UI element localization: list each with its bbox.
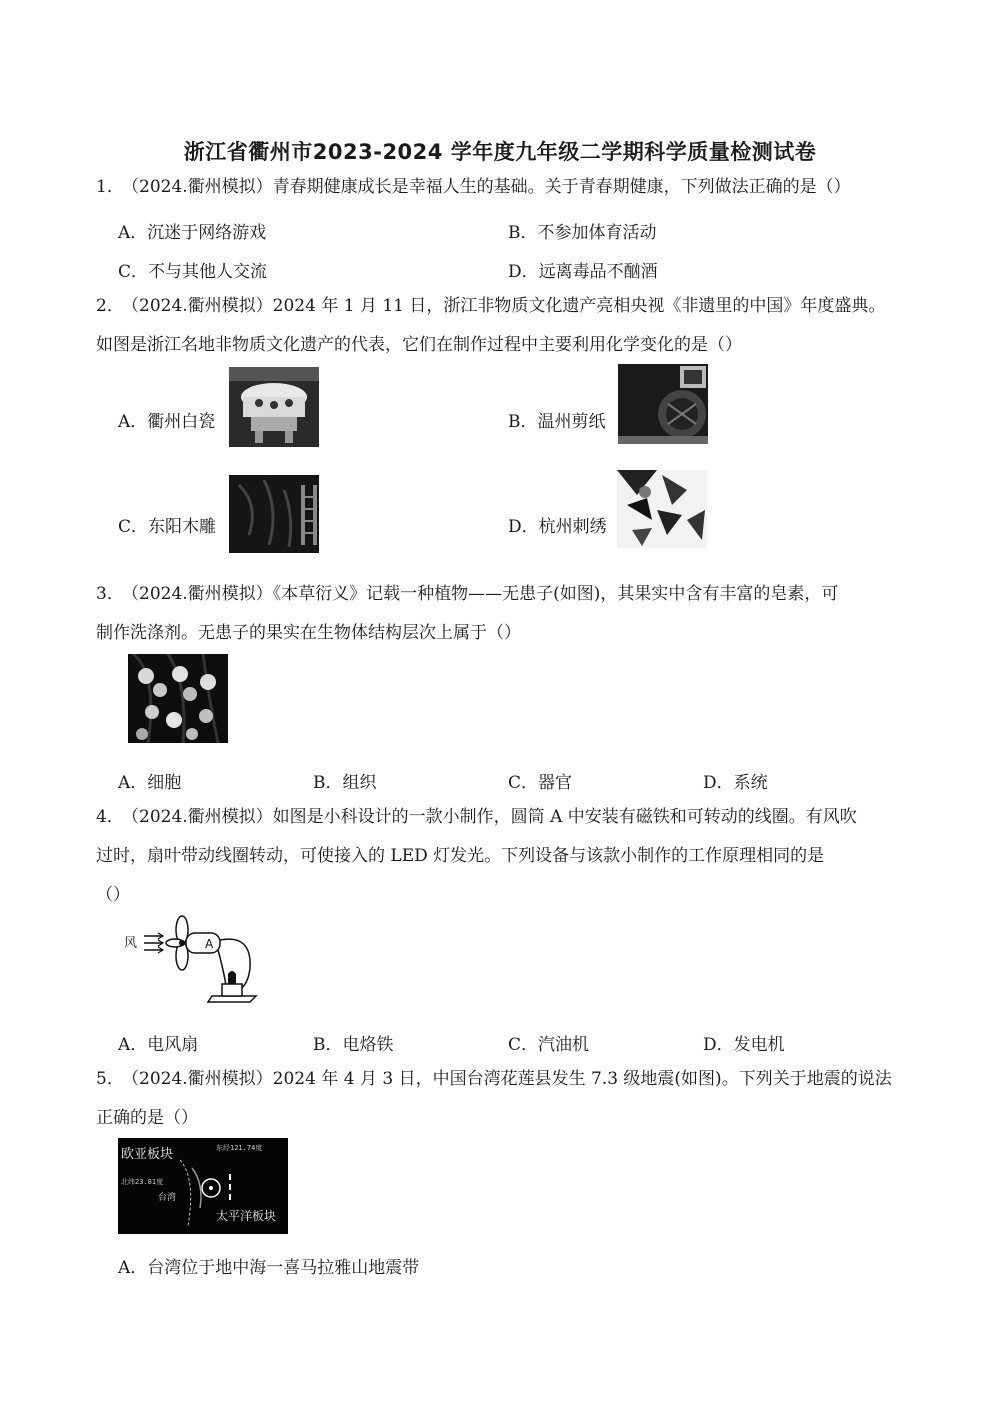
q3-stem-line1: （2024.衢州模拟）《本草衍义》记载一种植物——无患子(如图)，其果实中含有丰富的皂素，可 [122,584,839,604]
q4-stem-line1: （2024.衢州模拟）如图是小科设计的一款小制作，圆筒 A 中安装有磁铁和可转动的线圈。有风吹 [122,807,857,827]
q3-option-a[interactable]: A．细胞 [118,773,182,793]
q5-stem-line1: （2024.衢州模拟）2024 年 4 月 3 日，中国台湾花莲县发生 7.3 级地震(如图)。下列关于地震的说法 [122,1069,892,1089]
q2-stem-line1: （2024.衢州模拟）2024 年 1 月 11 日，浙江非物质文化遗产亮相央视《非遗里的中国》年度盛典。 [122,296,886,316]
map-label-taiwan: 台湾 [158,1193,177,1203]
q3-option-d[interactable]: D．系统 [703,773,768,793]
q4-option-c[interactable]: C．汽油机 [508,1035,590,1055]
q2-option-b[interactable]: B．温州剪纸 [508,412,606,432]
q3-number: 3． [96,584,124,604]
q1-option-b[interactable]: B．不参加体育活动 [508,223,657,243]
q3-option-c[interactable]: C．器官 [508,773,573,793]
q4-stem-line3: （） [96,885,130,905]
wind-generator-diagram [120,912,260,1004]
q4-option-b[interactable]: B．电烙铁 [313,1035,394,1055]
q1-option-c[interactable]: C．不与其他人交流 [118,262,268,282]
q3-stem-line2: 制作洗涤剂。无患子的果实在生物体结构层次上属于（） [96,623,521,643]
q4-number: 4． [96,807,124,827]
q1-number: 1． [96,177,124,197]
q2-option-d[interactable]: D．杭州刺绣 [508,517,607,537]
wind-label: 风 [124,936,138,951]
q2-stem [96,287,885,325]
embroidery-image [617,470,707,548]
q2-number: 2． [96,296,124,316]
q5-number: 5． [96,1069,124,1089]
q3-option-b[interactable]: B．组织 [313,773,377,793]
q1-option-d[interactable]: D．远离毒品不酗酒 [508,262,658,282]
q4-stem-line2: 过时，扇叶带动线圈转动，可使接入的 LED 灯发光。下列设备与该款小制作的工作原理相同的是 [96,846,825,866]
paper-cutting-image [618,364,708,444]
map-label-longitude: 东经121.74度 [216,1144,263,1152]
q4-option-d[interactable]: D．发电机 [703,1035,785,1055]
map-label-eurasian-plate: 欧亚板块 [121,1147,174,1162]
q4-option-a[interactable]: A．电风扇 [118,1035,199,1055]
q1-stem [96,168,851,206]
cylinder-a-label: A [205,937,214,951]
q4-stem [96,798,857,836]
q2-option-a[interactable]: A．衢州白瓷 [118,412,216,432]
page-title: 浙江省衢州市2023-2024 学年度九年级二学期科学质量检测试卷 [183,140,817,164]
white-porcelain-image [229,367,319,447]
earthquake-map [118,1138,288,1234]
q5-stem-line2: 正确的是（） [96,1108,198,1128]
wood-carving-image [229,475,319,553]
q1-stem-text: （2024.衢州模拟）青春期健康成长是幸福人生的基础。关于青春期健康，下列做法正确的是（） [122,177,851,197]
q1-option-a[interactable]: A．沉迷于网络游戏 [118,223,267,243]
q2-stem-line2: 如图是浙江名地非物质文化遗产的代表，它们在制作过程中主要利用化学变化的是（） [96,335,742,355]
soapberry-image [128,654,228,743]
q2-option-c[interactable]: C．东阳木雕 [118,517,217,537]
map-label-pacific-plate: 太平洋板块 [216,1209,277,1223]
q3-stem [96,575,838,613]
map-label-latitude: 北纬23.81度 [121,1178,164,1186]
q5-option-a[interactable]: A．台湾位于地中海一喜马拉雅山地震带 [118,1258,420,1278]
q5-stem [96,1060,892,1098]
